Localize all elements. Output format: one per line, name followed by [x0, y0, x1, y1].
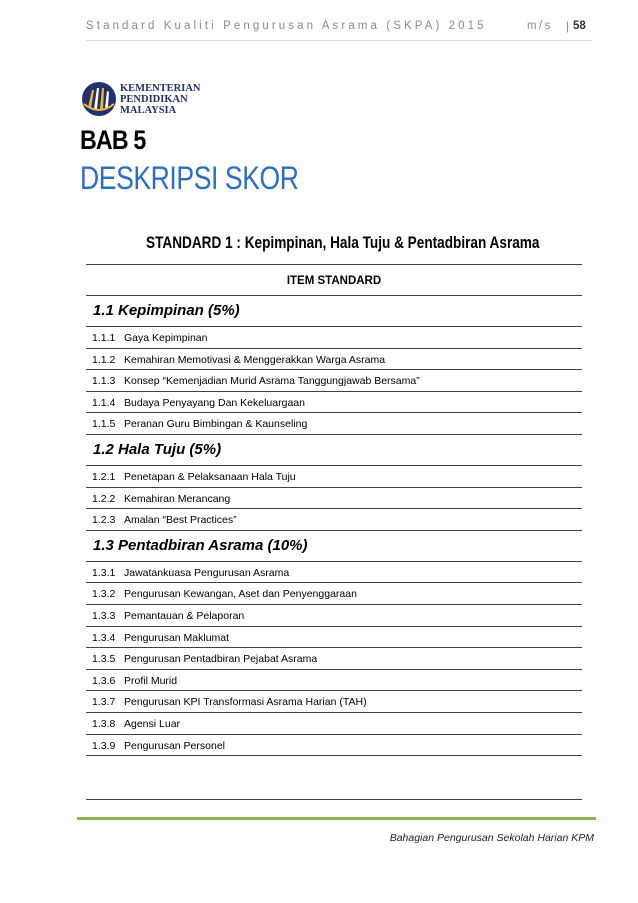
item-text: Pengurusan Pentadbiran Pejabat Asrama	[124, 653, 318, 666]
item-row	[86, 583, 582, 605]
item-text: Peranan Guru Bimbingan & Kaunseling	[124, 418, 308, 431]
item-number: 1.3.5	[92, 653, 116, 666]
item-row	[86, 370, 582, 392]
item-text: Konsep “Kemenjadian Murid Asrama Tanggungjawab Bersama”	[124, 375, 420, 388]
header-ms-label: m/s	[527, 20, 553, 32]
item-number: 1.3.3	[92, 609, 116, 622]
footer-rule	[77, 817, 596, 820]
item-text: Kemahiran Merancang	[124, 492, 231, 505]
section-title: Pentadbiran Asrama (10%)	[118, 536, 308, 554]
item-row	[86, 605, 582, 627]
section-title: Kepimpinan (5%)	[118, 302, 240, 319]
header-title: Standard Kualiti Pengurusan Asrama (SKPA) 2015	[86, 20, 487, 32]
item-number: 1.3.9	[92, 739, 116, 752]
logo-wordmark	[120, 83, 201, 116]
item-text: Penetapan & Pelaksanaan Hala Tuju	[124, 470, 296, 483]
item-text: Amalan “Best Practices”	[124, 514, 237, 527]
item-row	[86, 713, 582, 735]
item-number: 1.1.4	[92, 396, 116, 409]
chapter-title: DESKRIPSI SKOR	[80, 160, 299, 196]
item-row	[86, 413, 582, 435]
header-separator: |	[566, 19, 570, 33]
item-row	[86, 349, 582, 371]
item-row	[86, 466, 582, 488]
item-number: 1.1.3	[92, 375, 116, 388]
chapter-number: BAB 5	[80, 125, 146, 155]
item-text: Pengurusan KPI Transformasi Asrama Harian (TAH)	[124, 696, 367, 709]
item-number: 1.2.1	[92, 470, 116, 483]
item-row	[86, 691, 582, 713]
item-row	[86, 509, 582, 531]
item-number: 1.3.4	[92, 631, 116, 644]
item-row	[86, 735, 582, 757]
item-row	[86, 327, 582, 349]
section-number: 1.3	[93, 536, 114, 554]
item-number: 1.2.2	[92, 492, 116, 505]
logo-line-1: KEMENTERIAN	[120, 83, 201, 94]
item-text: Gaya Kepimpinan	[124, 332, 208, 344]
item-row	[86, 670, 582, 692]
item-row	[86, 648, 582, 670]
item-standard-table	[86, 264, 582, 800]
section-row	[86, 435, 582, 466]
page-header	[86, 18, 592, 41]
item-text: Pengurusan Personel	[124, 739, 225, 752]
item-number: 1.3.1	[92, 566, 116, 579]
section-row	[86, 296, 582, 327]
item-row	[86, 392, 582, 414]
empty-row	[86, 756, 582, 800]
table-header-label: ITEM STANDARD	[286, 275, 382, 287]
item-text: Jawatankuasa Pengurusan Asrama	[124, 566, 290, 579]
item-row	[86, 627, 582, 649]
section-row	[86, 531, 582, 562]
logo-line-2: PENDIDIKAN	[120, 94, 188, 105]
item-text: Pengurusan Kewangan, Aset dan Penyenggaraan	[124, 588, 357, 601]
header-page-number: 58	[573, 20, 586, 32]
section-number: 1.1	[93, 302, 114, 319]
item-row	[86, 488, 582, 510]
item-number: 1.3.2	[92, 588, 116, 601]
section-number: 1.2	[93, 440, 114, 458]
item-number: 1.3.7	[92, 696, 116, 709]
item-number: 1.1.5	[92, 418, 116, 431]
item-text: Profil Murid	[124, 674, 178, 687]
section-title: Hala Tuju (5%)	[118, 440, 222, 458]
item-number: 1.1.2	[92, 353, 116, 366]
table-header-row	[86, 264, 582, 296]
item-number: 1.3.6	[92, 674, 116, 687]
item-number: 1.3.8	[92, 717, 116, 730]
item-number: 1.2.3	[92, 514, 116, 527]
standard-title: STANDARD 1 : Kepimpinan, Hala Tuju & Pentadbiran Asrama	[146, 233, 540, 252]
item-text: Kemahiran Memotivasi & Menggerakkan Warga Asrama	[124, 353, 386, 366]
item-text: Agensi Luar	[124, 717, 181, 730]
item-number: 1.1.1	[92, 332, 116, 344]
kpm-logo	[80, 80, 250, 120]
item-row	[86, 562, 582, 584]
footer-text: Bahagian Pengurusan Sekolah Harian KPM	[389, 832, 594, 844]
kpm-emblem-icon	[80, 80, 118, 118]
logo-line-3: MALAYSIA	[120, 105, 177, 116]
item-text: Pemantauan & Pelaporan	[124, 609, 245, 622]
item-text: Pengurusan Maklumat	[124, 631, 230, 644]
item-text: Budaya Penyayang Dan Kekeluargaan	[124, 396, 305, 409]
